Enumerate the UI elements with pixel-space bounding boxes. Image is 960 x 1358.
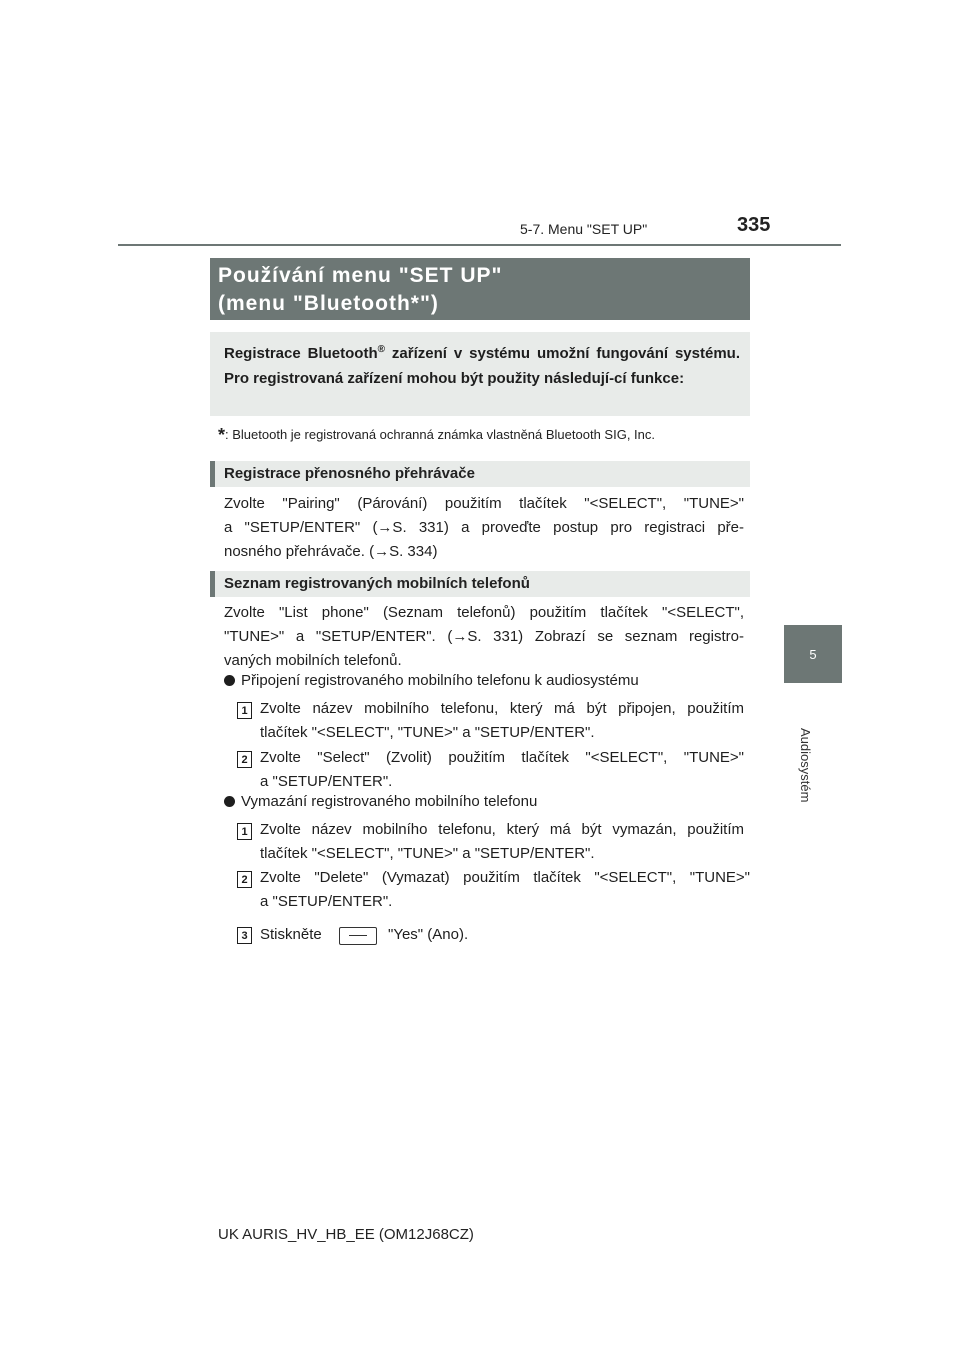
section-heading-portable-player: Registrace přenosného přehrávače [224, 465, 475, 482]
paragraph-line: Zvolte "Pairing" (Párování) použitím tlačítek "<SELECT", "TUNE>" [224, 495, 744, 512]
registered-mark: ® [377, 344, 385, 355]
paragraph-line: "TUNE>" a "SETUP/ENTER". (→S. 331) Zobrazí se seznam registro- [224, 628, 744, 645]
section1-paragraph [224, 492, 744, 564]
step-line: tlačítek "<SELECT", "TUNE>" a "SETUP/ENTER". [260, 724, 595, 741]
intro-part1: Registrace Bluetooth [224, 345, 378, 362]
step-number: 2 [241, 873, 248, 886]
bullet-text: Vymazání registrovaného mobilního telefonu [241, 793, 538, 810]
chapter-number: 5 [809, 646, 817, 662]
footnote-mark: * [218, 425, 226, 445]
paragraph-line: Zvolte "List phone" (Seznam telefonů) použitím tlačítek "<SELECT", [224, 604, 744, 621]
step-number-box [237, 871, 252, 888]
step-line: a "SETUP/ENTER". [260, 773, 393, 790]
step-line: Zvolte "Delete" (Vymazat) použitím tlačítek "<SELECT", "TUNE>" [260, 869, 750, 886]
button-icon [339, 927, 377, 945]
step-text [260, 697, 744, 745]
footer-model-code: UK AURIS_HV_HB_EE (OM12J68CZ) [218, 1226, 474, 1243]
page-title [218, 262, 748, 318]
paragraph-line: vaných mobilních telefonů. [224, 652, 402, 669]
section2-paragraph [224, 601, 744, 673]
section-heading-phone-list: Seznam registrovaných mobilních telefonů [224, 575, 530, 592]
paragraph-line: a "SETUP/ENTER" (→S. 331) a proveďte postup pro registraci pře- [224, 519, 744, 536]
page-number: 335 [737, 214, 771, 236]
footnote-text: : Bluetooth je registrovaná ochranná známka vlastněná Bluetooth SIG, Inc. [225, 427, 655, 442]
step-number: 1 [241, 825, 248, 838]
intro-text [224, 341, 740, 391]
page-title-line2: (menu "Bluetooth*") [218, 292, 439, 315]
step-text-yes: "Yes" (Ano). [388, 926, 469, 943]
step-line: a "SETUP/ENTER". [260, 893, 393, 910]
running-header-section: 5-7. Menu "SET UP" [520, 221, 648, 237]
footnote [218, 425, 655, 446]
step-text [260, 818, 744, 866]
chapter-label: Audiosystém [798, 728, 813, 803]
bullet-text: Připojení registrovaného mobilního telefonu k audiosystému [241, 672, 639, 689]
header-rule [118, 244, 841, 246]
bullet-delete-phone [224, 793, 537, 810]
chapter-tab [784, 625, 842, 683]
paragraph-line: nosného přehrávače. (→S. 334) [224, 543, 438, 560]
bullet-connect-phone [224, 672, 639, 689]
step-text-press: Stiskněte [260, 926, 322, 943]
page-title-line1: Používání menu "SET UP" [218, 264, 503, 287]
step-line: tlačítek "<SELECT", "TUNE>" a "SETUP/ENTER". [260, 845, 595, 862]
step-number-box [237, 702, 252, 719]
step-text [260, 866, 750, 914]
step-number-box [237, 751, 252, 768]
step-number: 1 [241, 704, 248, 717]
step-number: 2 [241, 753, 248, 766]
intro-part2: zařízení v systému umožní fungování systému. Pro registrovaná zařízení mohou být použity následují-cí funkce: [224, 345, 740, 387]
bullet-dot-icon [224, 796, 235, 807]
step-line: Zvolte název mobilního telefonu, který má být vymazán, použitím [260, 821, 744, 838]
step-line: Zvolte "Select" (Zvolit) použitím tlačítek "<SELECT", "TUNE>" [260, 749, 744, 766]
step-number: 3 [241, 929, 248, 942]
step-line: Zvolte název mobilního telefonu, který má být připojen, použitím [260, 700, 744, 717]
step-text [260, 746, 744, 794]
step-number-box [237, 927, 252, 944]
step-number-box [237, 823, 252, 840]
bullet-dot-icon [224, 675, 235, 686]
